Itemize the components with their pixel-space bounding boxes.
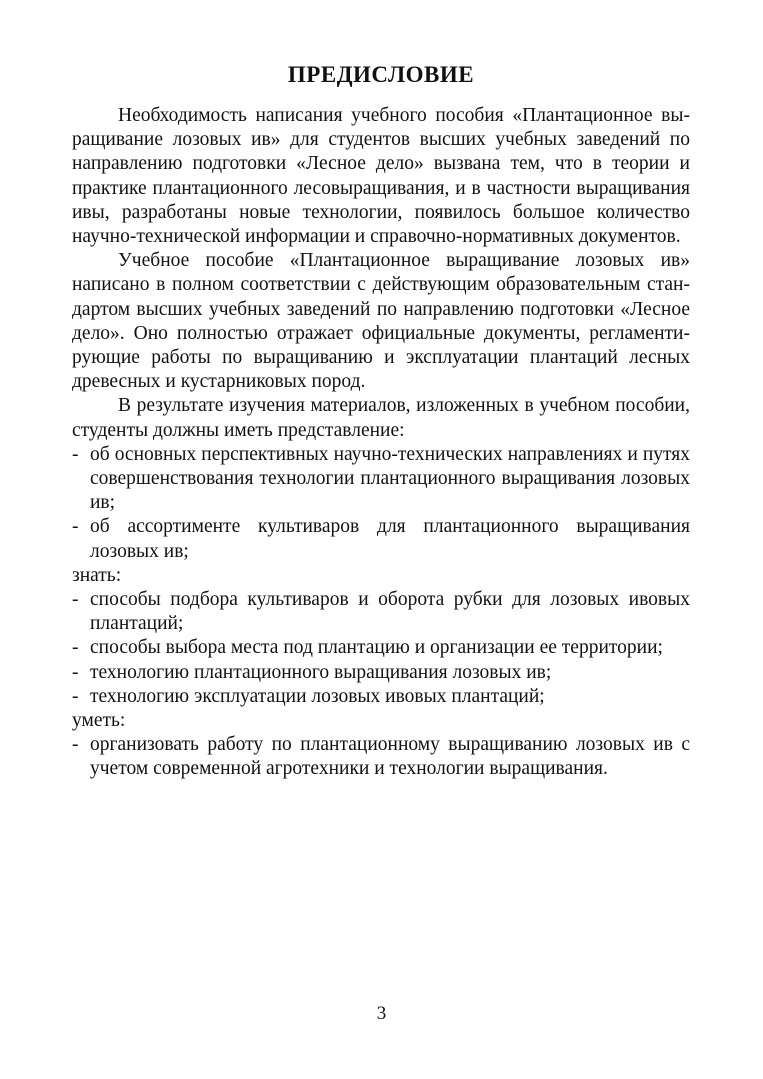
have-idea-list [72,443,690,564]
dash-marker: - [72,516,79,538]
dash-marker: - [72,443,79,465]
able-list [72,733,690,781]
list-item [72,685,690,709]
list-item-text: об ассортименте культиваров для плантационного выращивания лозовых ив; [90,516,690,562]
know-list [72,588,690,709]
know-label: знать: [72,564,122,586]
list-item [72,636,690,660]
list-item-text: технологию эксплуатации лозовых ивовых плантаций; [90,685,545,707]
list-item-text: способы подбора культиваров и оборота рубки для лозовых ивовых плантаций; [90,589,690,635]
dash-marker: - [72,734,79,756]
dash-marker: - [72,637,79,659]
page-content [72,60,690,782]
list-item-text: об основных перспективных научно-технических направлениях и путях совершенствования технологии плантационного выращивания лозовых ив; [90,443,690,514]
list-item [72,661,690,685]
paragraph-2: Учебное пособие «Плантационное выращивание лозовых ив» написано в полном соответствии с действующим образовательным стандартом высших учебных заведений по направлению подготовки «Лесное дело». Оно полностью отражает официальные документы, регламентирующие работы по выращиванию и эксплуатации плантаций лесных древесных и кустарниковых пород. [72,250,690,393]
list-item-text: организовать работу по плантационному выращиванию лозовых ив с учетом современной агротехники и технологии выращивания. [90,734,690,780]
list-item-text: технологию плантационного выращивания лозовых ив; [90,661,552,683]
list-item [72,733,690,781]
paragraph-3: В результате изучения материалов, изложенных в учебном пособии, студенты должны иметь представление: [72,395,690,441]
able-label: уметь: [72,710,126,732]
dash-marker: - [72,661,79,683]
list-item [72,588,690,636]
page-title: ПРЕДИСЛОВИЕ [287,62,475,87]
page-number: 3 [376,1003,387,1024]
list-item-text: способы выбора места под плантацию и организации ее территории; [90,637,663,659]
paragraph-1: Необходимость написания учебного пособия «Плантационное выращивание лозовых ив» для студентов высших учебных заведений по направлению подготовки «Лесное дело» вызвана тем, что в теории и практике плантационного лесовыращивания, и в частности выращивания ивы, разработаны новые технологии, появилось большое количество научно-технической информации и справочно-нормативных документов. [72,105,690,248]
list-item [72,443,690,516]
dash-marker: - [72,685,79,707]
dash-marker: - [72,589,79,611]
list-item [72,515,690,563]
